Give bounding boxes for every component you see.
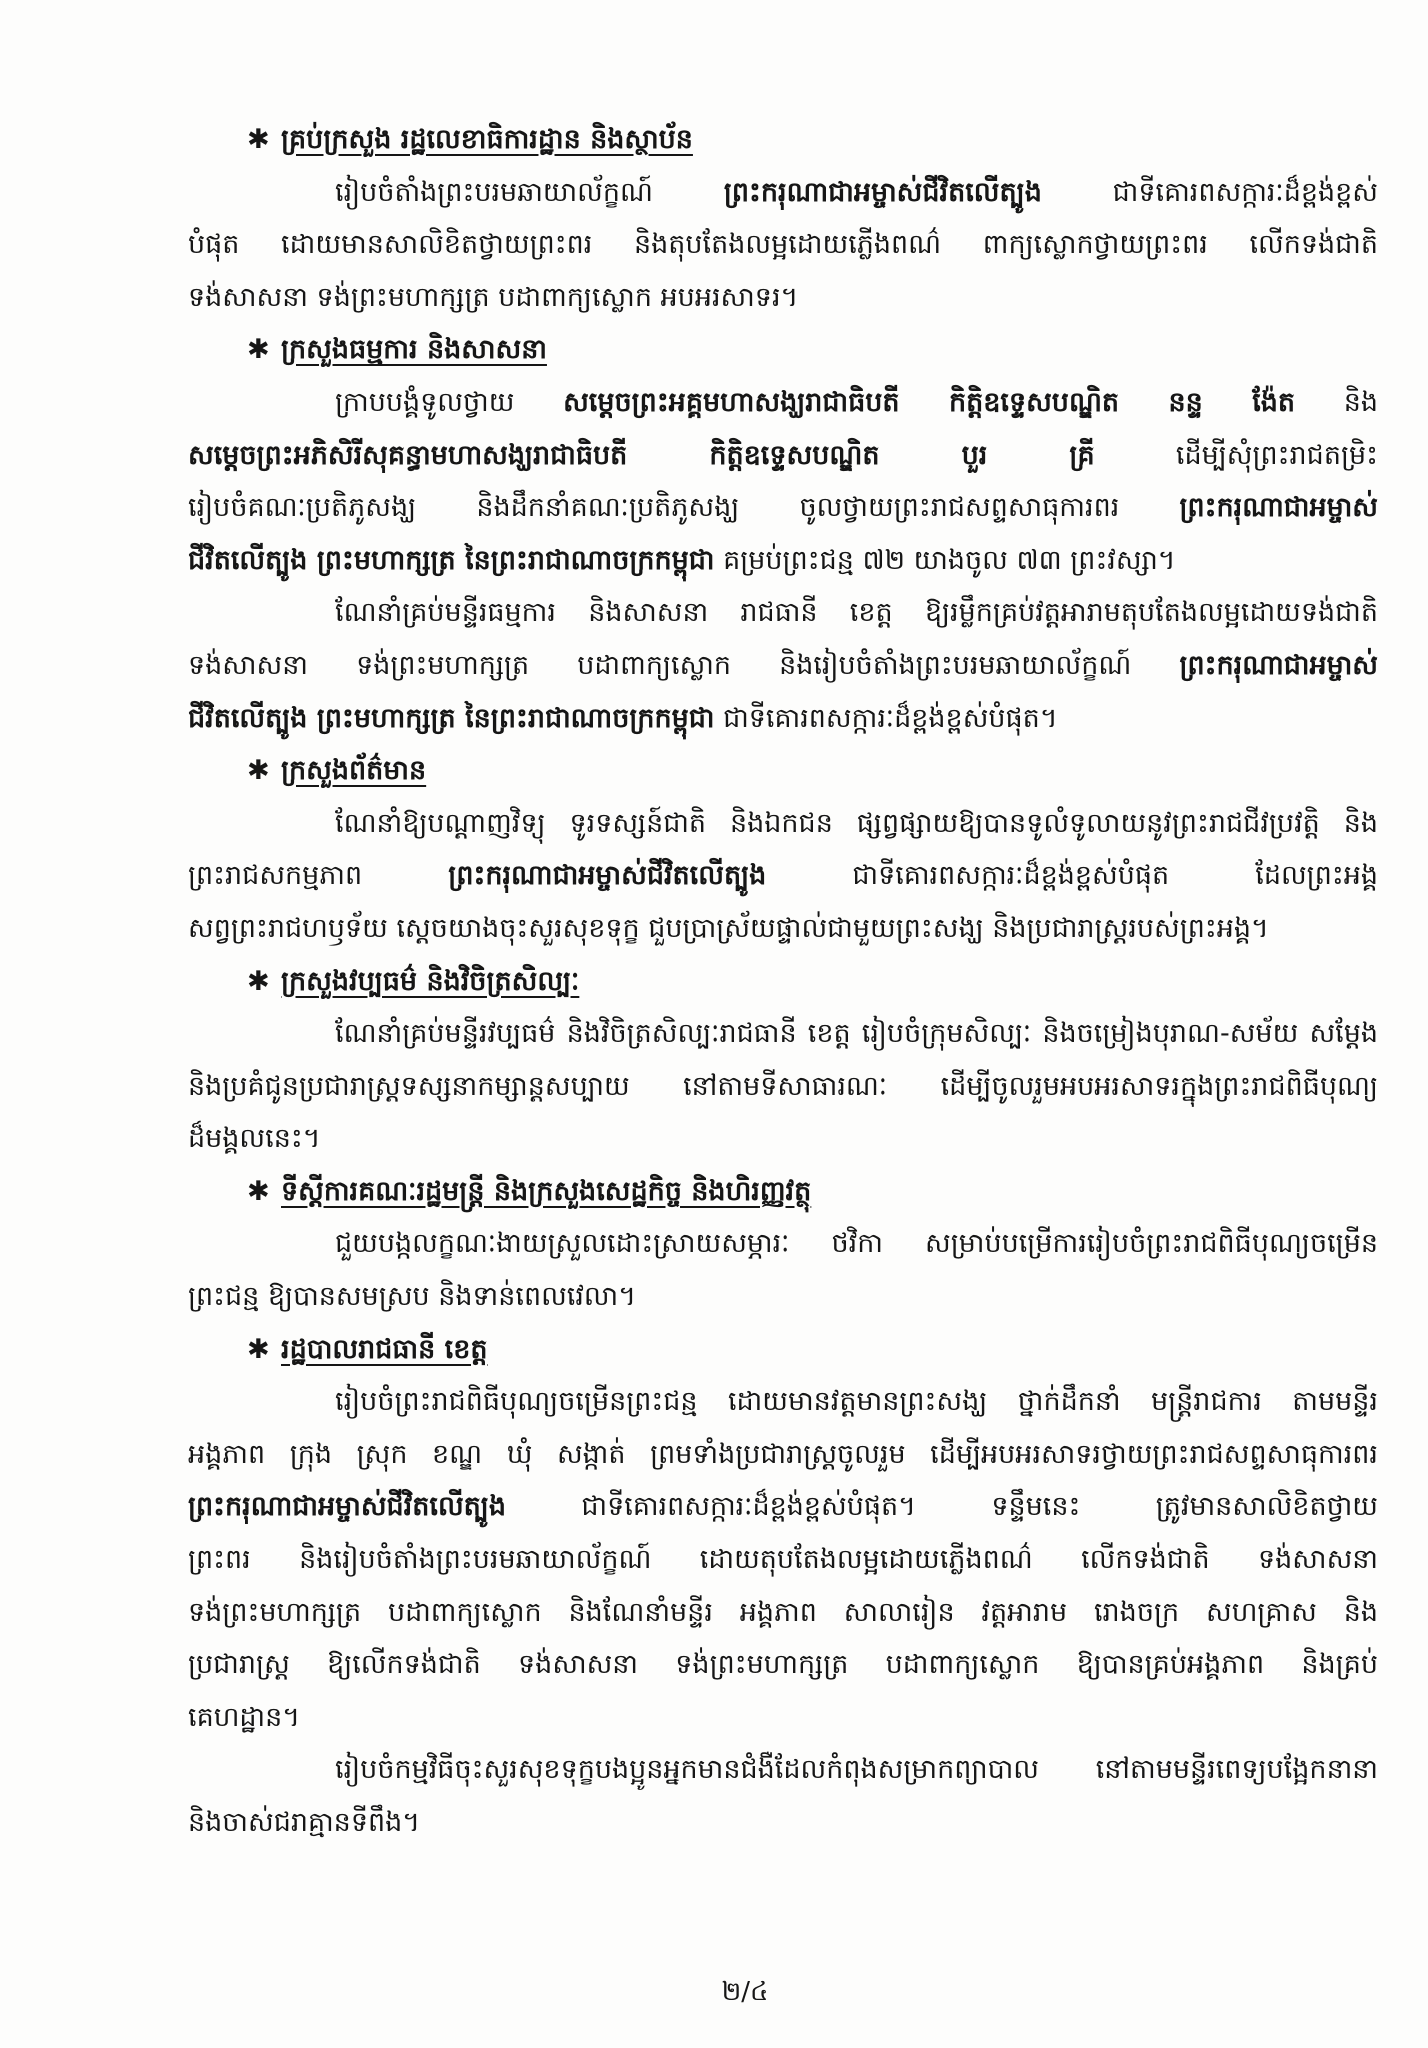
text-segment: និងប្រគំជូនប្រជារាស្ត្រទស្សនាកម្សាន្តសប្បាយ នៅតាមទីសាធារណៈ ដើម្បីចូលរួមអបអរសាទរក្នុងព្រះរាជពិធីបុណ្យ (188, 1070, 1378, 1102)
text-segment: ណែនាំឱ្យបណ្តាញវិទ្យុ ទូរទស្សន៍ជាតិ និងឯកជន ផ្សព្វផ្សាយឱ្យបានទូលំទូលាយនូវព្រះរាជជីវប្រវត្តិ និង (335, 807, 1378, 839)
bullet-icon: ✱ (247, 124, 270, 155)
paragraph-line (188, 1008, 1378, 1061)
text-segment: ជួយបង្កលក្ខណៈងាយស្រួលដោះស្រាយសម្ភារៈ ថវិកា សម្រាប់បម្រើការរៀបចំព្រះរាជពិធីបុណ្យចម្រើន (335, 1228, 1378, 1260)
bullet-icon: ✱ (247, 1175, 270, 1207)
section (188, 745, 1378, 955)
text-segment: ទង់សាសនា ទង់ព្រះមហាក្សត្រ បដាពាក្យស្លោក អបអរសាទរ។ (188, 281, 799, 313)
text-segment: អង្គភាព ក្រុង ស្រុក ខណ្ឌ ឃុំ សង្កាត់ ព្រមទាំងប្រជារាស្ត្រចូលរួម ដើម្បីអបអរសាទរថ្វាយព្រះរាជសព្ទសាធុការពរ (188, 1438, 1378, 1470)
bold-text-segment: ព្រះករុណាជាអម្ចាស់ (1179, 649, 1378, 681)
section-heading (188, 745, 1378, 798)
paragraph-line (188, 850, 1378, 903)
paragraph-line (188, 167, 1378, 220)
section-heading (188, 1324, 1378, 1377)
section (188, 956, 1378, 1166)
text-segment: ណែនាំគ្រប់មន្ទីរធម្មការ និងសាសនា រាជធានី ខេត្ត ឱ្យរម្លឹកគ្រប់វត្តអារាមតុបតែងលម្អដោយទង់ជាតិ (335, 597, 1378, 629)
text-segment: ព្រះរាជសកម្មភាព (188, 860, 449, 892)
text-segment: បំផុត ដោយមានសាលិខិតថ្វាយព្រះពរ និងតុបតែងលម្អដោយភ្លើងពណ៌ ពាក្យស្លោកថ្វាយព្រះពរ លើកទង់ជាតិ (188, 229, 1378, 261)
text-segment: រៀបចំកម្មវិធីចុះសួរសុខទុក្ខបងប្អូនអ្នកមានជំងឺដែលកំពុងសម្រាកព្យាបាល នៅតាមមន្ទីរពេទ្យបង្អែកនានា (335, 1754, 1378, 1786)
section-heading-text: រដ្ឋបាលរាជធានី ខេត្ត (281, 1333, 488, 1365)
section-heading (188, 956, 1378, 1009)
paragraph-line (188, 272, 1378, 325)
text-segment: ជាទីគោរពសក្ការៈដ៏ខ្ពង់ខ្ពស់បំផុត។ (714, 702, 1058, 734)
text-segment: ជាទីគោរពសក្ការៈដ៏ខ្ពង់ខ្ពស់បំផុត ដែលព្រះអង្គ (766, 860, 1378, 892)
paragraph-line (188, 219, 1378, 272)
bullet-icon: ✱ (247, 1333, 270, 1365)
text-segment: និង (1295, 386, 1378, 418)
bold-text-segment: សម្តេចព្រះអគ្គមហាសង្ឃរាជាធិបតី កិត្តិឧទ្ទេសបណ្ឌិត នន្ទ ង៉ែត (563, 386, 1296, 418)
paragraph (188, 798, 1378, 956)
bullet-icon: ✱ (247, 965, 270, 997)
text-segment: និងចាស់ជរាគ្មានទីពឹង។ (188, 1807, 421, 1838)
section-heading-text: ក្រសួងព័ត៌មាន (281, 755, 427, 787)
bold-text-segment: ព្រះករុណាជាអម្ចាស់ជីវិតលើត្បូង (448, 860, 767, 892)
section-heading (188, 1166, 1378, 1219)
text-segment: ដើម្បីសុំព្រះរាជតម្រិះ (1094, 439, 1378, 471)
section-heading (188, 324, 1378, 377)
paragraph-line (188, 1376, 1378, 1429)
paragraph (188, 1376, 1378, 1744)
section (188, 324, 1378, 745)
section-heading (188, 114, 1378, 167)
paragraph-line (188, 587, 1378, 640)
paragraph (188, 1218, 1378, 1323)
paragraph-line (188, 1481, 1378, 1534)
bold-text-segment: សម្តេចព្រះអភិសិរីសុគន្ធាមហាសង្ឃរាជាធិបតី កិត្តិឧទ្ទេសបណ្ឌិត បួរ គ្រី (188, 439, 1095, 471)
text-segment: ព្រះពរ និងរៀបចំតាំងព្រះបរមឆាយាល័ក្ខណ៍ ដោយតុបតែងលម្អដោយភ្លើងពណ៌ លើកទង់ជាតិ ទង់សាសនា (188, 1544, 1378, 1576)
text-segment: ក្រាបបង្គំទូលថ្វាយ (335, 386, 564, 418)
document-body (188, 114, 1378, 1850)
paragraph-line (188, 377, 1378, 430)
text-segment: ទង់សាសនា ទង់ព្រះមហាក្សត្រ បដាពាក្យស្លោក និងរៀបចំតាំងព្រះបរមឆាយាល័ក្ខណ៍ (188, 649, 1180, 681)
section (188, 1166, 1378, 1324)
bold-text-segment: ព្រះករុណាជាអម្ចាស់ (1179, 492, 1378, 524)
bullet-icon: ✱ (247, 755, 270, 787)
text-segment: ណែនាំគ្រប់មន្ទីរវប្បធម៌ និងវិចិត្រសិល្បៈរាជធានី ខេត្ត រៀបចំក្រុមសិល្បៈ និងចម្រៀងបុរាណ-សម័យ សម្តែង (335, 1018, 1378, 1050)
text-segment: ជាទីគោរពសក្ការៈដ៏ខ្ពង់ខ្ពស់ (1041, 176, 1378, 208)
paragraph (188, 587, 1378, 745)
paragraph-line (188, 798, 1378, 851)
paragraph-line (188, 535, 1378, 588)
section-heading-text: ក្រសួងធម្មការ និងសាសនា (281, 334, 547, 366)
paragraph-line (188, 1113, 1378, 1166)
paragraph-line (188, 1218, 1378, 1271)
paragraph-line (188, 482, 1378, 535)
paragraph-line (188, 1429, 1378, 1482)
bold-text-segment: ជីវិតលើត្បូង ព្រះមហាក្សត្រ នៃព្រះរាជាណាចក្រកម្ពុជា (188, 544, 715, 576)
text-segment: រៀបចំគណៈប្រតិភូសង្ឃ និងដឹកនាំគណៈប្រតិភូសង្ឃ ចូលថ្វាយព្រះរាជសព្ទសាធុការពរ (188, 492, 1180, 524)
text-segment: គេហដ្ឋាន។ (188, 1701, 301, 1733)
bold-text-segment: ជីវិតលើត្បូង ព្រះមហាក្សត្រ នៃព្រះរាជាណាចក្រកម្ពុជា (188, 702, 715, 734)
paragraph-line (188, 1639, 1378, 1692)
page-number: ២/៤ (721, 1977, 769, 2007)
paragraph-line (188, 1587, 1378, 1640)
paragraph-line (188, 1534, 1378, 1587)
paragraph-line (188, 693, 1378, 746)
text-segment: គម្រប់ព្រះជន្ម ៧២ យាងចូល ៧៣ ព្រះវស្សា។ (714, 544, 1176, 576)
text-segment: ប្រជារាស្ត្រ ឱ្យលើកទង់ជាតិ ទង់សាសនា ទង់ព្រះមហាក្សត្រ បដាពាក្យស្លោក ឱ្យបានគ្រប់អង្គភាព និងគ្រប់ (188, 1649, 1378, 1681)
section-heading-text: គ្រប់ក្រសួង រដ្ឋលេខាធិការដ្ឋាន និងស្ថាប័ន (281, 124, 693, 155)
text-segment: រៀបចំតាំងព្រះបរមឆាយាល័ក្ខណ៍ (335, 176, 724, 208)
paragraph-line (188, 640, 1378, 693)
section-heading-text: ក្រសួងវប្បធម៌ និងវិចិត្រសិល្បៈ (281, 965, 580, 997)
paragraph-line (188, 1692, 1378, 1745)
paragraph-line (188, 1744, 1378, 1797)
paragraph (188, 1008, 1378, 1166)
text-segment: រៀបចំព្រះរាជពិធីបុណ្យចម្រើនព្រះជន្ម ដោយមានវត្តមានព្រះសង្ឃ ថ្នាក់ដឹកនាំ មន្ត្រីរាជការ តាមមន្ទីរ (335, 1386, 1378, 1418)
text-segment: ទង់ព្រះមហាក្សត្រ បដាពាក្យស្លោក និងណែនាំមន្ទីរ អង្គភាព សាលារៀន វត្តអារាម រោងចក្រ សហគ្រាស និង (188, 1596, 1378, 1628)
bold-text-segment: ព្រះករុណាជាអម្ចាស់ជីវិតលើត្បូង (188, 1491, 506, 1523)
section (188, 1324, 1378, 1850)
paragraph (188, 167, 1378, 325)
paragraph (188, 1744, 1378, 1849)
bold-text-segment: ព្រះករុណាជាអម្ចាស់ជីវិតលើត្បូង (723, 176, 1042, 208)
paragraph-line (188, 903, 1378, 956)
text-segment: ព្រះជន្ម ឱ្យបានសមស្រប និងទាន់ពេលវេលា។ (188, 1281, 637, 1313)
paragraph-line (188, 1271, 1378, 1324)
bullet-icon: ✱ (247, 334, 270, 366)
section (188, 114, 1378, 324)
text-segment: ជាទីគោរពសក្ការៈដ៏ខ្ពង់ខ្ពស់បំផុត។ ទន្ទឹមនេះ ត្រូវមានសាលិខិតថ្វាយ (506, 1491, 1378, 1523)
section-heading-text: ទីស្តីការគណៈរដ្ឋមន្ត្រី និងក្រសួងសេដ្ឋកិច្ច និងហិរញ្ញវត្ថុ (281, 1175, 812, 1207)
paragraph (188, 377, 1378, 587)
text-segment: ដ៏មង្គលនេះ។ (188, 1123, 321, 1155)
text-segment: សព្វព្រះរាជហឫទ័យ ស្តេចយាងចុះសួរសុខទុក្ខ ជួបប្រាស្រ័យផ្ទាល់ជាមួយព្រះសង្ឃ និងប្រជារាស្ត្ររបស់ព្រះអង្គ។ (188, 912, 1269, 944)
paragraph-line (188, 1797, 1378, 1850)
paragraph-line (188, 430, 1378, 483)
paragraph-line (188, 1061, 1378, 1114)
